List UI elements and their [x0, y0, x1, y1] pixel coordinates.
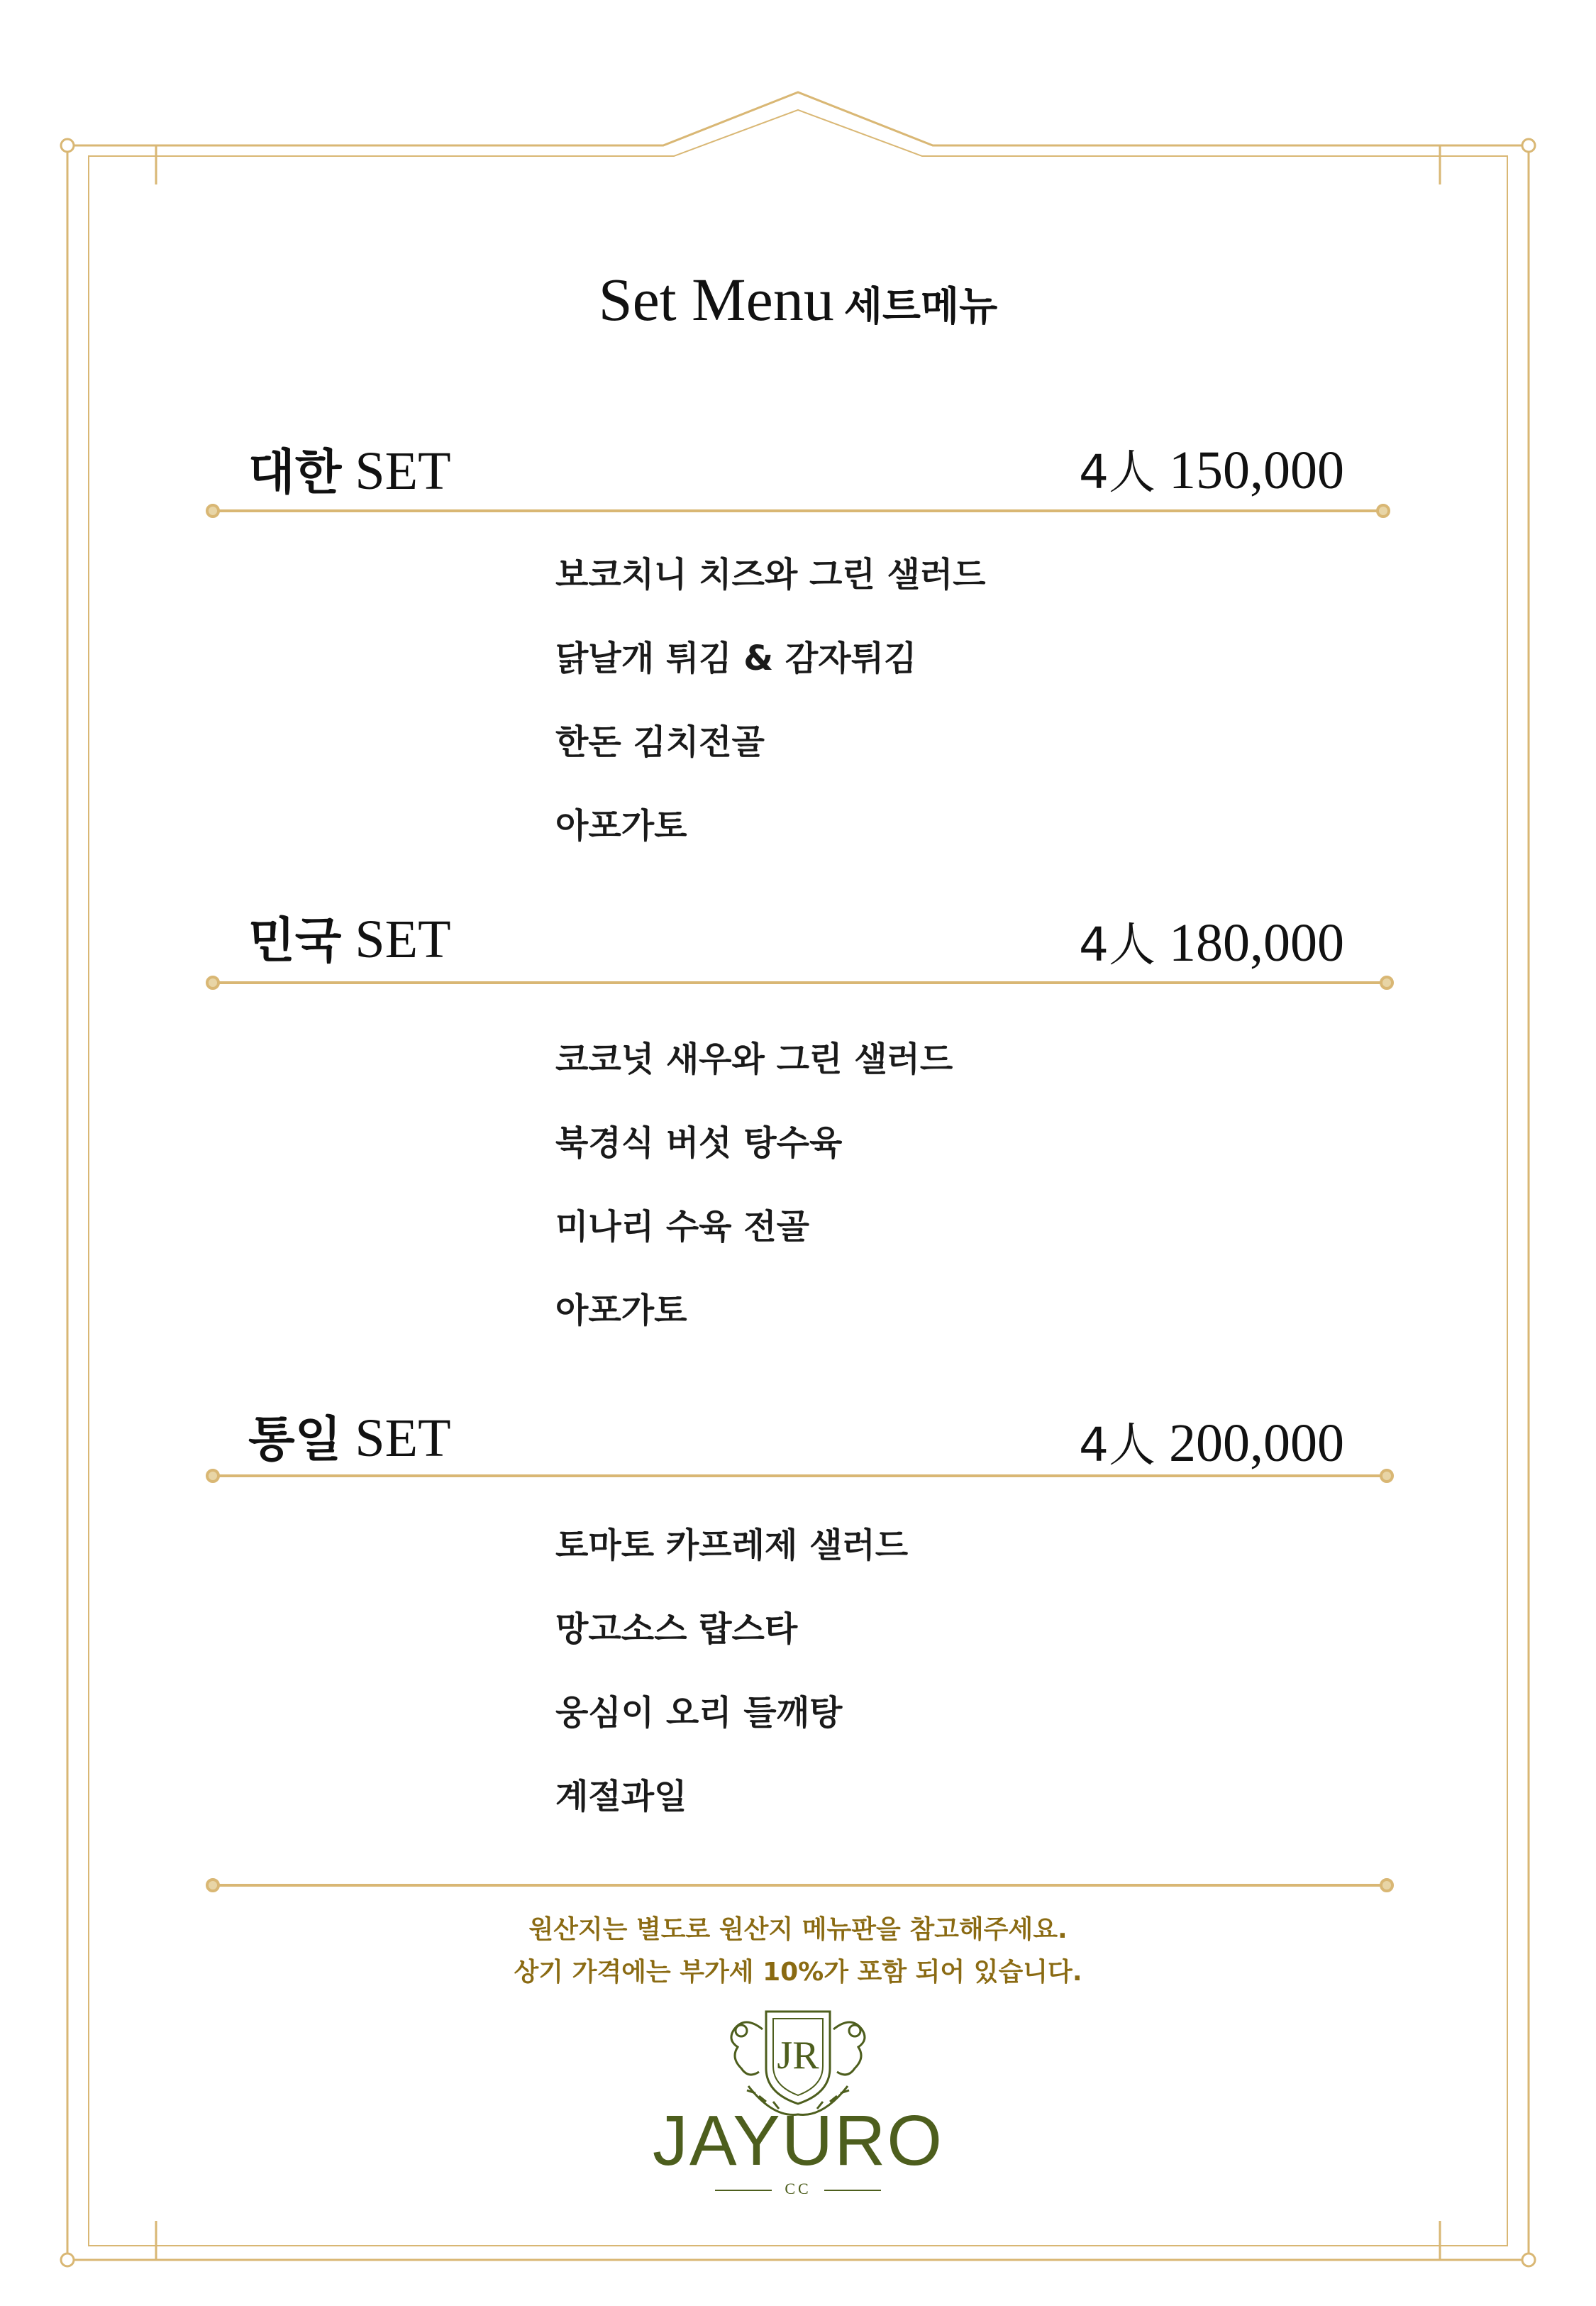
set-items-3: [555, 1524, 908, 1859]
set-price-1: [1079, 434, 1344, 502]
set-name-ko: 통일: [248, 1412, 342, 1468]
price-prefix: 4人: [1079, 445, 1156, 500]
set-price-3: [1079, 1407, 1344, 1474]
set-suffix: SET: [355, 1408, 451, 1468]
menu-item: 망고소스 랍스타: [555, 1609, 798, 1649]
title-ko: 세트메뉴: [843, 284, 998, 330]
price-prefix: 4人: [1079, 917, 1156, 972]
menu-item: 웅심이 오리 들깨탕: [555, 1693, 843, 1733]
menu-item: 닭날개 튀김 & 감자튀김: [555, 639, 917, 678]
menu-item: 계절과일: [555, 1777, 687, 1816]
price-value: 180,000: [1169, 913, 1344, 973]
price-value: 150,000: [1169, 441, 1344, 500]
set-name-ko: 대한: [248, 445, 342, 501]
set-items-2: [555, 1038, 953, 1373]
menu-item: 아포가토: [555, 806, 687, 846]
set-price-2: [1079, 907, 1344, 974]
set-suffix: SET: [355, 441, 451, 501]
set-name-2: [248, 903, 451, 971]
set-items-1: [555, 553, 986, 888]
brand-name: JAYURO: [652, 2101, 944, 2180]
set-name-ko: 민국: [248, 913, 342, 969]
set-name-1: [248, 434, 451, 503]
menu-item: 미나리 수육 전골: [555, 1207, 809, 1247]
notice-line-2: 상기 가격에는 부가세 10%가 포함 되어 있습니다.: [514, 1958, 1082, 1987]
price-prefix: 4人: [1079, 1418, 1156, 1472]
price-value: 200,000: [1169, 1413, 1344, 1473]
page-title: [0, 264, 1596, 335]
menu-item: 보코치니 치즈와 그린 샐러드: [555, 555, 986, 595]
set-suffix: SET: [355, 910, 451, 969]
menu-item: 북경식 버섯 탕수육: [555, 1123, 843, 1163]
brand-sub: [0, 2180, 1596, 2198]
menu-item: 토마토 카프레제 샐러드: [555, 1526, 909, 1565]
menu-item: 코코넛 새우와 그린 샐러드: [555, 1039, 953, 1079]
set-name-3: [248, 1401, 451, 1470]
title-en: Set Menu: [598, 265, 834, 333]
menu-item: 한돈 김치전골: [555, 722, 765, 762]
brand-sub-text: CC: [785, 2180, 811, 2197]
notice-line-1: 원산지는 별도로 원산지 메뉴판을 참고해주세요.: [528, 1915, 1068, 1944]
logo-monogram: JR: [777, 2034, 819, 2078]
origin-notice: [0, 1909, 1596, 1994]
menu-item: 아포가토: [555, 1291, 687, 1330]
